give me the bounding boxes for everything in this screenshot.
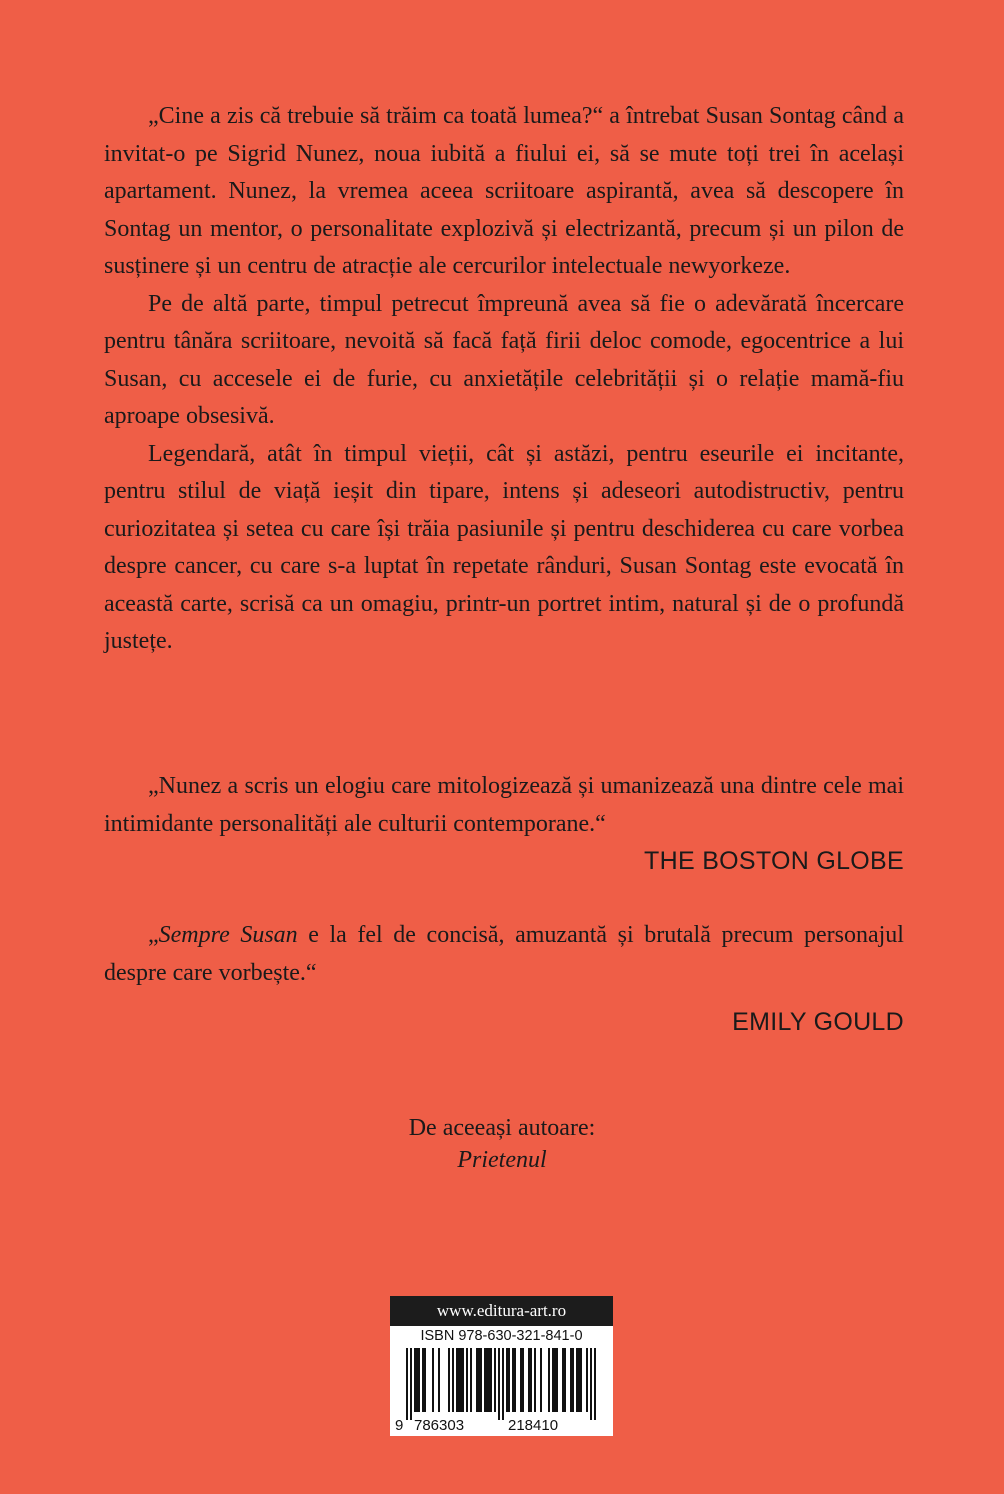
quote-open-mark: „ (148, 922, 159, 948)
barcode-bar (432, 1348, 434, 1412)
barcode-bar (466, 1348, 468, 1412)
barcode-bar (480, 1348, 482, 1412)
barcode-digit-prefix: 9 (395, 1417, 404, 1434)
barcode-bar (564, 1348, 566, 1412)
review-source: EMILY GOULD (732, 1008, 904, 1036)
review-source: THE BOSTON GLOBE (644, 847, 904, 875)
barcode-bar (486, 1348, 488, 1412)
quote-text: e la fel de concisă, amuzantă și brutală precum personajul despre care vorbește.“ (104, 922, 904, 986)
barcode-digits-left: 786303 (414, 1417, 465, 1434)
barcode-bar (554, 1348, 556, 1412)
barcode-bar (414, 1348, 416, 1412)
barcode-bar (576, 1348, 578, 1412)
barcode-bar (552, 1348, 554, 1412)
barcode-bar (460, 1348, 462, 1412)
also-by-label: De aceeași autoare: (408, 1115, 596, 1141)
barcode-bar (456, 1348, 458, 1412)
barcode-bar (418, 1348, 420, 1412)
barcode-bar (578, 1348, 580, 1412)
blurb-paragraph-2: Pe de altă parte, timpul petrecut împreună avea să fie o adevărată încercare pentru tânăra scriitoare, nevoită să facă față firii deloc comode, egocentrice a lui Susan, cu accesele ei de furie, cu anxietățile celebrității și o relație mamă-fiu aproape obsesivă. (104, 290, 904, 429)
barcode-bar (452, 1348, 454, 1412)
barcode-bar (562, 1348, 564, 1412)
barcode-bar (522, 1348, 524, 1412)
barcode-bar (488, 1348, 490, 1412)
barcode-bar (478, 1348, 480, 1412)
barcode-bar (580, 1348, 582, 1412)
barcode-bar (406, 1348, 408, 1420)
back-cover-blurb (104, 98, 904, 661)
blurb-paragraph-3: Legendară, atât în timpul vieții, cât și astăzi, pentru eseurile ei incitante, pentru stilul de viață ieșit din tipare, intens și adeseori autodistructiv, pentru curiozitatea și setea cu care își trăia pasiunile și pentru deschiderea cu care vorbea despre cancer, cu care s-a luptat în repetate rânduri, Susan Sontag este evocată în această carte, scrisă ca un omagiu, printr-un portret intim, natural și de o profundă justețe. (104, 440, 904, 654)
barcode-bar (484, 1348, 486, 1412)
review-quote: „Nunez a scris un elogiu care mitologizează și umanizează una dintre cele mai intimidante personalități ale culturii contemporane.“ (104, 773, 904, 837)
isbn-number: ISBN 978-630-321-841-0 (420, 1328, 583, 1344)
barcode-bar (448, 1348, 450, 1412)
also-by-author (0, 1112, 1004, 1176)
book-title-italic: Sempre Susan (158, 922, 298, 948)
barcode-bar (476, 1348, 478, 1412)
barcode-bar (498, 1348, 500, 1420)
barcode-bar (490, 1348, 492, 1412)
review-quote (104, 917, 904, 992)
review-emily-gould (104, 917, 904, 1042)
barcode-image (390, 1348, 613, 1436)
barcode-bar (494, 1348, 496, 1412)
review-boston-globe (104, 768, 904, 881)
barcode-bar (508, 1348, 510, 1412)
barcode-bar (514, 1348, 516, 1412)
barcode-bar (548, 1348, 550, 1412)
barcode-bar (534, 1348, 536, 1412)
barcode-bar (506, 1348, 508, 1412)
barcode-bar (570, 1348, 572, 1412)
barcode-bar (520, 1348, 522, 1412)
barcode-bar (530, 1348, 532, 1412)
barcode-bar (512, 1348, 514, 1412)
barcode-bar (416, 1348, 418, 1412)
barcode-bar (424, 1348, 426, 1412)
isbn-barcode-block (390, 1296, 613, 1436)
barcode-bar (594, 1348, 596, 1420)
barcode-bar (590, 1348, 592, 1420)
barcode-bar (556, 1348, 558, 1412)
barcode-bar (540, 1348, 542, 1412)
barcode-bar (502, 1348, 504, 1420)
barcode-bar (422, 1348, 424, 1412)
also-by-title: Prietenul (457, 1147, 547, 1173)
barcode-bar (572, 1348, 574, 1412)
barcode-bar (458, 1348, 460, 1412)
barcode-bar (586, 1348, 588, 1412)
barcode-bar (462, 1348, 464, 1412)
barcode-digits-right: 218410 (508, 1417, 559, 1434)
blurb-paragraph-1: „Cine a zis că trebuie să trăim ca toată lumea?“ a întrebat Susan Sontag când a invitat-o pe Sigrid Nunez, noua iubită a fiului ei, să se mute toți trei în același apartament. Nunez, la vremea aceea scriitoare aspirantă, avea să descopere în Sontag un mentor, o personalitate explozivă și electrizantă, precum și un pilon de susținere și un centru de atracție ale cercurilor intelectuale newyorkeze. (104, 103, 904, 279)
barcode-bar (410, 1348, 412, 1420)
publisher-url: www.editura-art.ro (390, 1296, 613, 1326)
barcode-bar (438, 1348, 440, 1412)
barcode-bar (528, 1348, 530, 1412)
barcode-bar (470, 1348, 472, 1412)
